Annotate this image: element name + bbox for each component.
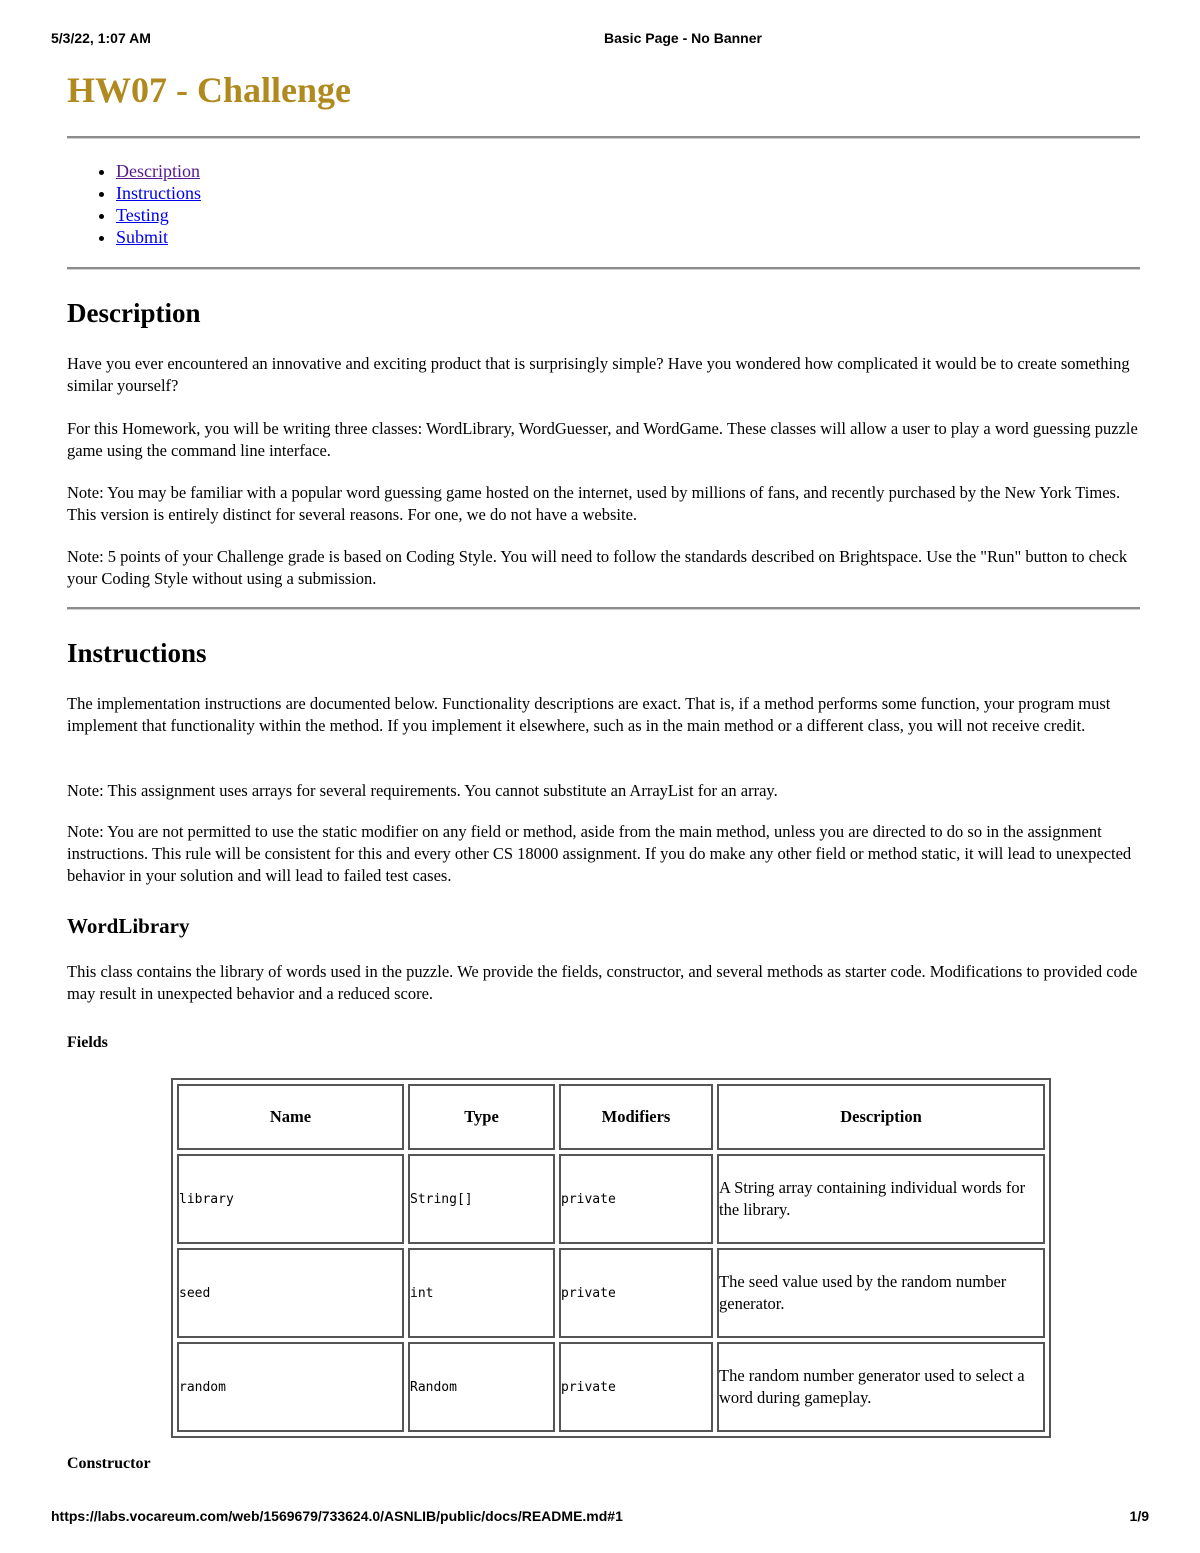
cell-description: The seed value used by the random number generator.	[717, 1248, 1045, 1338]
divider	[67, 607, 1140, 610]
cell-name	[177, 1154, 404, 1244]
toc-link-instructions[interactable]: Instructions	[116, 183, 201, 203]
wordlibrary-intro: This class contains the library of words used in the puzzle. We provide the fields, constructor, and several methods as starter code. Modifications to provided code may result in unexpected behavior and a reduced score.	[67, 962, 1138, 1003]
toc-item-instructions	[116, 182, 201, 204]
description-heading: Description	[67, 298, 201, 328]
column-header-modifiers: Modifiers	[559, 1084, 713, 1150]
cell-type	[408, 1342, 555, 1432]
cell-name	[177, 1342, 404, 1432]
cell-type	[408, 1154, 555, 1244]
column-header-name: Name	[177, 1084, 404, 1150]
description-paragraph: Have you ever encountered an innovative and exciting product that is surprisingly simple? Have you wondered how complicated it would be to create something similar yourself?	[67, 354, 1130, 395]
fields-heading: Fields	[67, 1034, 108, 1051]
print-header	[51, 30, 1149, 48]
toc-link-description[interactable]: Description	[116, 161, 200, 181]
field-name: library	[179, 1192, 234, 1207]
field-name: random	[179, 1380, 226, 1395]
field-modifiers: private	[561, 1192, 616, 1207]
wordlibrary-heading: WordLibrary	[67, 914, 190, 938]
instructions-paragraph: The implementation instructions are documented below. Functionality descriptions are exact. That is, if a method performs some function, your program must implement that functionality within the method. If you implement it elsewhere, such as in the main method or a different class, you will not receive credit.	[67, 694, 1111, 735]
cell-modifiers	[559, 1342, 713, 1432]
table-row	[177, 1154, 1045, 1244]
description-paragraph: For this Homework, you will be writing three classes: WordLibrary, WordGuesser, and WordGame. These classes will allow a user to play a word guessing puzzle game using the command line interface.	[67, 419, 1138, 460]
toc-item-description	[116, 160, 201, 182]
cell-description: A String array containing individual words for the library.	[717, 1154, 1045, 1244]
column-header-type: Type	[408, 1084, 555, 1150]
field-type: int	[410, 1286, 434, 1301]
toc-item-testing	[116, 204, 201, 226]
cell-name	[177, 1248, 404, 1338]
print-page-title: Basic Page - No Banner	[604, 30, 762, 46]
fields-table	[171, 1078, 1051, 1438]
cell-description: The random number generator used to select a word during gameplay.	[717, 1342, 1045, 1432]
toc-item-submit	[116, 226, 201, 248]
instructions-paragraph: Note: You are not permitted to use the static modifier on any field or method, aside from the main method, unless you are directed to do so in the assignment instructions. This rule will be consistent for this and every other CS 18000 assignment. If you do make any other field or method static, it will lead to unexpected behavior in your solution and will lead to failed test cases.	[67, 822, 1132, 885]
field-name: seed	[179, 1286, 211, 1301]
table-row	[177, 1342, 1045, 1432]
table-of-contents	[67, 160, 201, 248]
instructions-paragraph: Note: This assignment uses arrays for several requirements. You cannot substitute an ArrayList for an array.	[67, 781, 778, 800]
print-page-number: 1/9	[1129, 1508, 1149, 1524]
instructions-heading: Instructions	[67, 638, 207, 668]
field-modifiers: private	[561, 1286, 616, 1301]
cell-modifiers	[559, 1248, 713, 1338]
field-type: String[]	[410, 1192, 473, 1207]
field-modifiers: private	[561, 1380, 616, 1395]
toc-link-testing[interactable]: Testing	[116, 205, 169, 225]
description-paragraph: Note: 5 points of your Challenge grade is based on Coding Style. You will need to follow the standards described on Brightspace. Use the "Run" button to check your Coding Style without using a submission.	[67, 547, 1128, 588]
cell-modifiers	[559, 1154, 713, 1244]
table-row	[177, 1248, 1045, 1338]
page-title: HW07 - Challenge	[67, 70, 351, 110]
table-header-row	[177, 1084, 1045, 1150]
print-footer	[51, 1508, 1149, 1526]
field-type: Random	[410, 1380, 457, 1395]
cell-type	[408, 1248, 555, 1338]
print-date: 5/3/22, 1:07 AM	[51, 30, 151, 46]
divider	[67, 136, 1140, 139]
description-paragraph: Note: You may be familiar with a popular word guessing game hosted on the internet, used by millions of fans, and recently purchased by the New York Times. This version is entirely distinct for several reasons. For one, we do not have a website.	[67, 483, 1121, 524]
print-url: https://labs.vocareum.com/web/1569679/733624.0/ASNLIB/public/docs/README.md#1	[51, 1508, 623, 1524]
constructor-heading: Constructor	[67, 1455, 151, 1472]
toc-link-submit[interactable]: Submit	[116, 227, 169, 247]
divider	[67, 267, 1140, 270]
column-header-description: Description	[717, 1084, 1045, 1150]
